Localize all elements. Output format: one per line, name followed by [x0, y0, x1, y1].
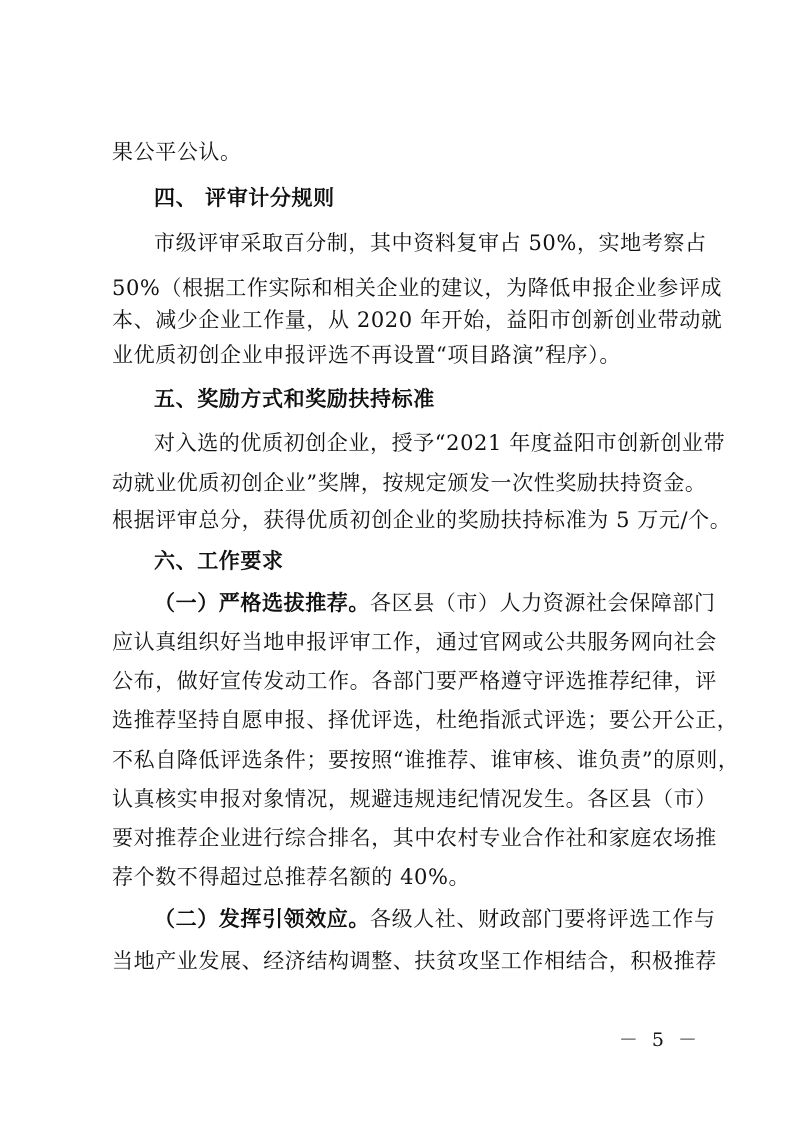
section-heading-6: 六、工作要求: [154, 549, 284, 573]
subsection-title: （二）发挥引领效应。: [154, 907, 370, 931]
paragraph-first-line: [154, 588, 716, 618]
text-line: 50%（根据工作实际和相关企业的建议，为降低申报企业参评成: [112, 276, 723, 300]
text-line: 荐个数不得超过总推荐名额的 40%。: [112, 865, 471, 889]
text-line: 不私自降低评选条件；要按照“谁推荐、谁审核、谁负责”的原则，: [112, 748, 740, 772]
text-line: 当地产业发展、经济结构调整、扶贫攻坚工作相结合，积极推荐: [112, 949, 717, 973]
text-line: 业优质初创企业申报评选不再设置“项目路演”程序）。: [112, 343, 621, 367]
text-run: 各级人社、财政部门要将评选工作与: [370, 907, 716, 931]
text-line: 应认真组织好当地申报评审工作，通过官网或公共服务网向社会: [112, 630, 717, 654]
text-line: 动就业优质初创企业”奖牌，按规定颁发一次性奖励扶持资金。: [112, 471, 707, 495]
text-line: 认真核实申报对象情况，规避违规违纪情况发生。各区县（市）: [112, 787, 717, 811]
text-line: 公布，做好宣传发动工作。各部门要严格遵守评选推荐纪律，评: [112, 669, 717, 693]
section-heading-5: 五、奖励方式和奖励扶持标准: [154, 387, 435, 411]
subsection-title: （一）严格选拔推荐。: [154, 591, 370, 615]
text-line: 市级评审采取百分制，其中资料复审占 50%，实地考察占: [154, 231, 707, 255]
paragraph-first-line: [154, 904, 716, 934]
text-line: 对入选的优质初创企业，授予“2021 年度益阳市创新创业带: [154, 431, 726, 455]
text-line: 选推荐坚持自愿申报、择优评选，杜绝指派式评选；要公开公正，: [112, 708, 739, 732]
page-number: － 5 －: [618, 1029, 701, 1051]
text-line: 要对推荐企业进行综合排名，其中农村专业合作社和家庭农场推: [112, 826, 717, 850]
section-heading-4: 四、 评审计分规则: [154, 186, 335, 210]
text-run: 各区县（市）人力资源社会保障部门: [370, 591, 716, 615]
text-line: 根据评审总分，获得优质初创企业的奖励扶持标准为 5 万元/个。: [112, 508, 732, 532]
text-line: 果公平公认。: [112, 140, 242, 164]
text-line: 本、减少企业工作量，从 2020 年开始，益阳市创新创业带动就: [112, 308, 723, 332]
